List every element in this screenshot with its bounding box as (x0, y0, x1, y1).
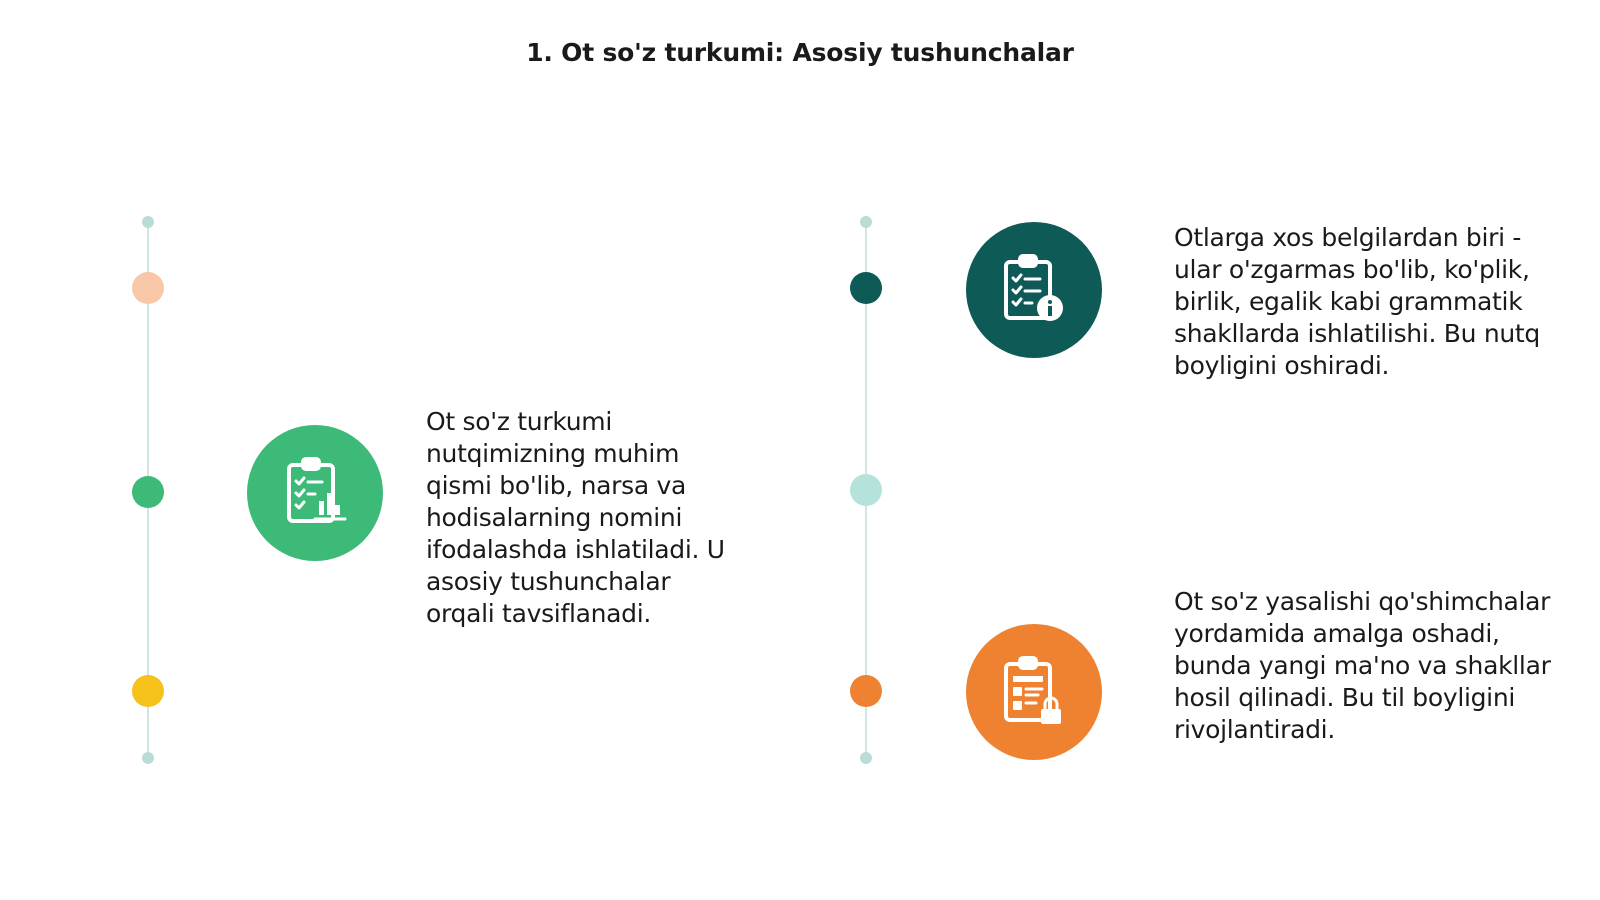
item-description: Ot so'z yasalishi qo'shimchalar yordamida amalga oshadi, bunda yangi ma'no va shakllar hosil qilinadi. Bu til boyligini rivojlantiradi. (1174, 587, 1551, 744)
timeline-node-yellow (132, 675, 164, 707)
timeline-node-green (132, 476, 164, 508)
right-timeline (846, 214, 886, 766)
timeline-node-dark-teal (850, 272, 882, 304)
clipboard-lock-icon (966, 624, 1102, 760)
page-title: 1. Ot so'z turkumi: Asosiy tushunchalar (526, 38, 1074, 67)
timeline-end-dot (860, 752, 872, 764)
timeline-node-peach (132, 272, 164, 304)
clipboard-info-icon (966, 222, 1102, 358)
timeline-start-dot (142, 216, 154, 228)
left-timeline (128, 214, 168, 766)
timeline-start-dot (860, 216, 872, 228)
timeline-end-dot (142, 752, 154, 764)
item-description: Ot so'z turkumi nutqimizning muhim qismi bo'lib, narsa va hodisalarning nomini ifodalashda ishlatiladi. U asosiy tushunchalar orqali tavsiflanadi. (426, 407, 725, 628)
timeline-node-orange (850, 675, 882, 707)
item-description: Otlarga xos belgilardan biri - ular o'zgarmas bo'lib, ko'plik, birlik, egalik kabi grammatik shakllarda ishlatilishi. Bu nutq boyligini oshiradi. (1174, 223, 1540, 380)
clipboard-chart-icon (247, 425, 383, 561)
timeline-node-light-teal (850, 474, 882, 506)
